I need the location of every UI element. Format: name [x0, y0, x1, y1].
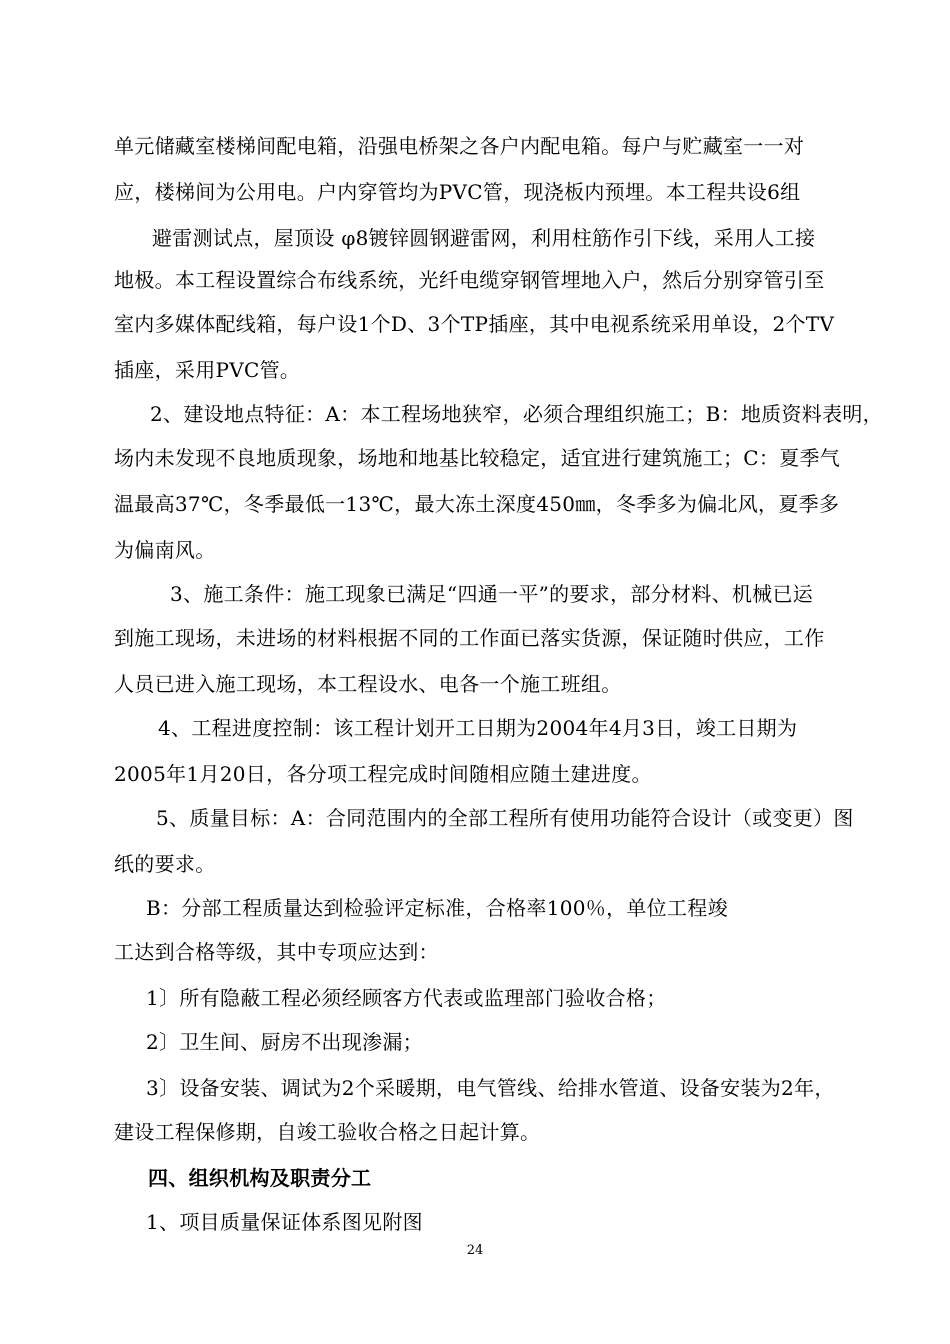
- text-line: 场内未发现不良地质现象，场地和地基比较稳定，适宜进行建筑施工；C：夏季气: [114, 446, 841, 470]
- text-line: 人员已进入施工现场，本工程设水、电各一个施工班组。: [114, 672, 622, 696]
- list-item: 1〕所有隐蔽工程必须经顾客方代表或监理部门验收合格；: [146, 986, 667, 1010]
- text-line: 为偏南风。: [114, 538, 216, 562]
- text-line: 纸的要求。: [114, 852, 216, 876]
- text-line: 2005年1月20日，各分项工程完成时间随相应随土建进度。: [114, 762, 652, 786]
- text-line: B：分部工程质量达到检验评定标准，合格率100％，单位工程竣: [146, 896, 728, 920]
- text-line: 1、项目质量保证体系图见附图: [146, 1210, 423, 1234]
- section-heading: 四、组织机构及职责分工: [148, 1166, 372, 1190]
- paragraph-schedule-control: 4、工程进度控制：该工程计划开工日期为2004年4月3日，竣工日期为: [158, 716, 798, 740]
- text-line: 避雷测试点，屋顶设 φ8镀锌圆钢避雷网，利用柱筋作引下线，采用人工接: [152, 226, 816, 250]
- text-line: 地极。本工程设置综合布线系统，光纤电缆穿钢管埋地入户，然后分别穿管引至: [114, 268, 825, 292]
- list-item: 2〕卫生间、厨房不出现渗漏；: [146, 1030, 423, 1054]
- text-line: 应，楼梯间为公用电。户内穿管均为PVC管，现浇板内预埋。本工程共设6组: [114, 180, 801, 204]
- text-line: 建设工程保修期，自竣工验收合格之日起计算。: [114, 1120, 541, 1144]
- text-line: 单元储藏室楼梯间配电箱，沿强电桥架之各户内配电箱。每户与贮藏室一一对: [114, 134, 805, 158]
- page-number: 24: [466, 1243, 484, 1258]
- text-line: 到施工现场，未进场的材料根据不同的工作面已落实货源，保证随时供应，工作: [114, 626, 825, 650]
- paragraph-quality-goal: 5、质量目标：A：合同范围内的全部工程所有使用功能符合设计（或变更）图: [156, 806, 854, 830]
- paragraph-construction-conditions: 3、施工条件：施工现象已满足“四通一平”的要求，部分材料、机械已运: [170, 582, 814, 606]
- text-line: 温最高37℃，冬季最低一13℃，最大冻土深度450㎜，冬季多为偏北风，夏季多: [114, 492, 840, 516]
- text-line: 室内多媒体配线箱，每户设1个D、3个TP插座，其中电视系统采用单设，2个TV: [114, 312, 835, 336]
- list-item: 3〕设备安装、调试为2个采暖期，电气管线、给排水管道、设备安装为2年，: [146, 1076, 835, 1100]
- paragraph-site-features: 2、建设地点特征：A：本工程场地狭窄，必须合理组织施工；B：地质资料表明，: [150, 402, 883, 426]
- text-line: 工达到合格等级，其中专项应达到：: [114, 940, 439, 964]
- text-line: 插座，采用PVC管。: [114, 358, 301, 382]
